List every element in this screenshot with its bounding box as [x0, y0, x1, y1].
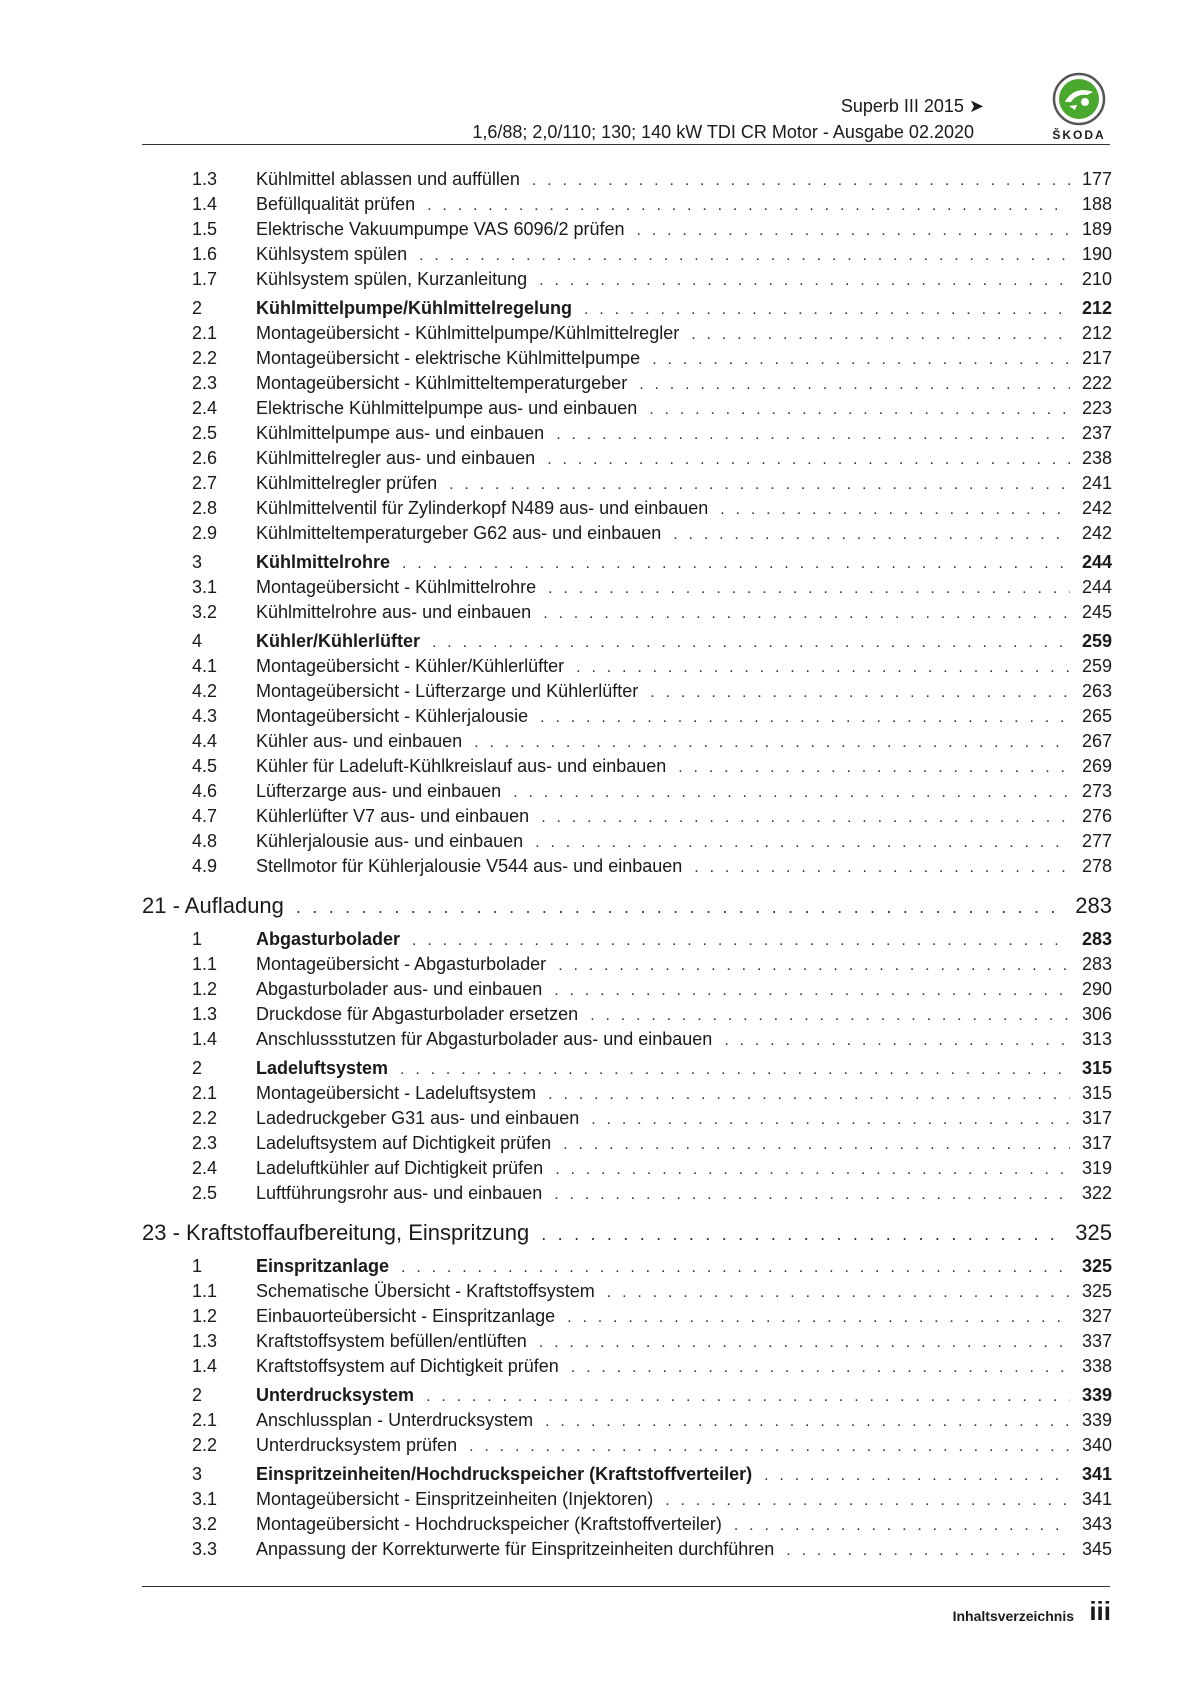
toc-entry[interactable]: [142, 1354, 1112, 1379]
toc-entry[interactable]: [142, 1279, 1112, 1304]
toc-entry-title: Kühlmittelventil für Zylinderkopf N489 aus- und einbauen: [256, 498, 709, 518]
toc-leader-dots: [539, 1330, 1070, 1355]
toc-entry-page: 345: [1081, 1539, 1112, 1559]
toc-entry-number: 2.9: [192, 523, 218, 543]
toc-entry-page: 241: [1081, 473, 1112, 493]
toc-entry-page: 315: [1081, 1058, 1112, 1078]
toc-leader-dots: [539, 268, 1070, 293]
toc-entry[interactable]: [142, 1408, 1112, 1433]
toc-entry-title: Elektrische Kühlmittelpumpe aus- und einbauen: [256, 398, 638, 418]
toc-entry[interactable]: [142, 600, 1112, 625]
toc-entry-number: 3.2: [192, 602, 218, 622]
toc-entry-page: 273: [1081, 781, 1112, 801]
toc-entry-title: Kühlmittelregler prüfen: [256, 473, 438, 493]
toc-leader-dots: [402, 551, 1070, 576]
toc-entry-page: 263: [1081, 681, 1112, 701]
toc-leader-dots: [474, 730, 1070, 755]
toc-entry-page: 188: [1081, 194, 1112, 214]
toc-entry-number: 2: [192, 298, 203, 318]
toc-entry-title: Ladedruckgeber G31 aus- und einbauen: [256, 1108, 580, 1128]
toc-entry-title: Kraftstoffsystem auf Dichtigkeit prüfen: [256, 1356, 559, 1376]
footer-page-number: iii: [1089, 1596, 1111, 1626]
toc-leader-dots: [296, 890, 1064, 924]
toc-leader-dots: [764, 1463, 1070, 1488]
toc-entry-page: 210: [1081, 269, 1112, 289]
toc-entry-title: Anschlussstutzen für Abgasturbolader aus- und einbauen: [256, 1029, 713, 1049]
toc-entry-number: 3: [192, 1464, 203, 1484]
toc-entry[interactable]: [142, 754, 1112, 779]
toc-entry-number: 3.1: [192, 577, 218, 597]
toc-entry-number: 1.6: [192, 244, 218, 264]
toc-entry-number: 1.2: [192, 1306, 218, 1326]
toc-entry-number: 1.4: [192, 194, 218, 214]
toc-entry-page: 325: [1081, 1281, 1112, 1301]
toc-leader-dots: [541, 1217, 1064, 1251]
toc-entry-title: Montageübersicht - Kühlerjalousie: [256, 706, 529, 726]
toc-leader-dots: [535, 830, 1070, 855]
toc-entry-title: Montageübersicht - Lüfterzarge und Kühlerlüfter: [256, 681, 639, 701]
toc-entry-page: 223: [1081, 398, 1112, 418]
toc-entry-title: Kühlsystem spülen: [256, 244, 408, 264]
toc-entry-page: 177: [1081, 169, 1112, 189]
toc-entry-title: Unterdrucksystem prüfen: [256, 1435, 458, 1455]
toc-entry-page: 325: [1081, 1256, 1112, 1276]
toc-leader-dots: [556, 422, 1070, 447]
toc-leader-dots: [432, 630, 1070, 655]
toc-entry-number: 2.5: [192, 423, 218, 443]
toc-entry-title: 21 - Aufladung: [142, 893, 284, 918]
toc-section[interactable]: [142, 550, 1112, 575]
toc-entry-page: 315: [1081, 1083, 1112, 1103]
table-of-contents: [142, 167, 1112, 1562]
toc-entry[interactable]: [142, 1002, 1112, 1027]
toc-entry-page: 212: [1081, 298, 1112, 318]
toc-entry-page: 238: [1081, 448, 1112, 468]
toc-entry-page: 290: [1081, 979, 1112, 999]
toc-entry-number: 3.1: [192, 1489, 218, 1509]
toc-entry-title: Abgasturbolader aus- und einbauen: [256, 979, 543, 999]
toc-entry[interactable]: [142, 1106, 1112, 1131]
toc-leader-dots: [665, 1488, 1070, 1513]
toc-entry[interactable]: [142, 1027, 1112, 1052]
toc-leader-dots: [571, 1355, 1070, 1380]
toc-entry-number: 2.1: [192, 1083, 218, 1103]
toc-entry[interactable]: [142, 854, 1112, 879]
toc-leader-dots: [720, 497, 1070, 522]
toc-entry-title: Montageübersicht - Kühlmittelrohre: [256, 577, 537, 597]
toc-entry[interactable]: [142, 371, 1112, 396]
toc-entry-title: Einspritzanlage: [256, 1256, 390, 1276]
toc-entry[interactable]: [142, 1329, 1112, 1354]
toc-entry[interactable]: [142, 217, 1112, 242]
toc-entry[interactable]: [142, 729, 1112, 754]
toc-leader-dots: [734, 1513, 1070, 1538]
toc-section[interactable]: [142, 1462, 1112, 1487]
toc-entry-number: 4.1: [192, 656, 218, 676]
toc-entry-title: Montageübersicht - Ladeluftsystem: [256, 1083, 537, 1103]
toc-entry-number: 3: [192, 552, 203, 572]
toc-entry-number: 1.7: [192, 269, 218, 289]
toc-entry[interactable]: [142, 471, 1112, 496]
toc-leader-dots: [673, 522, 1070, 547]
toc-entry[interactable]: [142, 496, 1112, 521]
toc-entry-page: 339: [1081, 1385, 1112, 1405]
toc-entry-title: 23 - Kraftstoffaufbereitung, Einspritzung: [142, 1220, 530, 1245]
toc-entry-title: Ladeluftkühler auf Dichtigkeit prüfen: [256, 1158, 544, 1178]
toc-leader-dots: [532, 168, 1070, 193]
toc-entry-page: 319: [1081, 1158, 1112, 1178]
toc-entry-page: 283: [1075, 893, 1112, 918]
toc-entry-title: Kühlmittelrohre aus- und einbauen: [256, 602, 532, 622]
toc-leader-dots: [469, 1434, 1070, 1459]
toc-entry-number: 2.7: [192, 473, 218, 493]
toc-entry-page: 337: [1081, 1331, 1112, 1351]
toc-entry-number: 1.3: [192, 1331, 218, 1351]
toc-leader-dots: [639, 372, 1070, 397]
toc-entry[interactable]: [142, 446, 1112, 471]
toc-entry-page: 259: [1081, 656, 1112, 676]
toc-entry-title: Kühlsystem spülen, Kurzanleitung: [256, 269, 528, 289]
toc-leader-dots: [558, 953, 1070, 978]
toc-entry-page: 222: [1081, 373, 1112, 393]
header-divider: [142, 144, 1110, 145]
toc-leader-dots: [541, 805, 1070, 830]
toc-entry-page: 217: [1081, 348, 1112, 368]
toc-entry-number: 2.3: [192, 373, 218, 393]
document-subtitle: 1,6/88; 2,0/110; 130; 140 kW TDI CR Motor - Ausgabe 02.2020: [472, 122, 974, 142]
toc-entry[interactable]: [142, 779, 1112, 804]
toc-entry-number: 4.9: [192, 856, 218, 876]
toc-entry-title: Montageübersicht - Abgasturbolader: [256, 954, 547, 974]
toc-entry[interactable]: [142, 321, 1112, 346]
toc-entry-number: 1.3: [192, 1004, 218, 1024]
toc-leader-dots: [400, 1057, 1070, 1082]
toc-entry-title: Montageübersicht - Hochdruckspeicher (Kraftstoffverteiler): [256, 1514, 722, 1534]
toc-entry-title: Befüllqualität prüfen: [256, 194, 416, 214]
toc-leader-dots: [426, 1384, 1070, 1409]
toc-leader-dots: [545, 1409, 1070, 1434]
toc-entry[interactable]: [142, 1081, 1112, 1106]
toc-entry[interactable]: [142, 1156, 1112, 1181]
toc-leader-dots: [513, 780, 1070, 805]
toc-entry-number: 2.1: [192, 1410, 218, 1430]
toc-entry-number: 3.2: [192, 1514, 218, 1534]
toc-entry-title: Ladeluftsystem auf Dichtigkeit prüfen: [256, 1133, 552, 1153]
toc-entry-page: 317: [1081, 1133, 1112, 1153]
toc-entry-number: 2.5: [192, 1183, 218, 1203]
toc-entry-number: 2.2: [192, 1435, 218, 1455]
toc-leader-dots: [694, 855, 1070, 880]
toc-entry-title: Schematische Übersicht - Kraftstoffsystem: [256, 1281, 595, 1301]
toc-leader-dots: [590, 1003, 1070, 1028]
toc-entry-title: Unterdrucksystem: [256, 1385, 415, 1405]
toc-entry-page: 338: [1081, 1356, 1112, 1376]
toc-entry-number: 4.5: [192, 756, 218, 776]
toc-section[interactable]: [142, 629, 1112, 654]
toc-leader-dots: [691, 322, 1070, 347]
toc-entry-number: 3.3: [192, 1539, 218, 1559]
toc-entry-page: 189: [1081, 219, 1112, 239]
toc-entry[interactable]: [142, 421, 1112, 446]
toc-entry-page: 244: [1081, 552, 1112, 572]
toc-section[interactable]: [142, 1056, 1112, 1081]
toc-entry-title: Abgasturbolader: [256, 929, 401, 949]
toc-entry-title: Montageübersicht - Kühlmittelpumpe/Kühlmittelregler: [256, 323, 680, 343]
toc-entry-page: 340: [1081, 1435, 1112, 1455]
toc-entry-page: 276: [1081, 806, 1112, 826]
toc-entry-number: 4: [192, 631, 203, 651]
toc-entry[interactable]: [142, 804, 1112, 829]
toc-leader-dots: [576, 655, 1070, 680]
toc-entry[interactable]: [142, 1512, 1112, 1537]
toc-entry[interactable]: [142, 1181, 1112, 1206]
toc-leader-dots: [401, 1255, 1070, 1280]
toc-entry-number: 2: [192, 1385, 203, 1405]
toc-entry-page: 212: [1081, 323, 1112, 343]
toc-entry-title: Kühlmitteltemperaturgeber G62 aus- und einbauen: [256, 523, 662, 543]
toc-entry-number: 2.8: [192, 498, 218, 518]
toc-entry-page: 283: [1081, 929, 1112, 949]
toc-entry-page: 313: [1081, 1029, 1112, 1049]
toc-entry-title: Kühlmittelregler aus- und einbauen: [256, 448, 536, 468]
toc-entry-number: 1.1: [192, 1281, 218, 1301]
toc-entry-page: 244: [1081, 577, 1112, 597]
toc-entry-page: 259: [1081, 631, 1112, 651]
toc-entry[interactable]: [142, 654, 1112, 679]
toc-entry-number: 1.3: [192, 169, 218, 189]
toc-leader-dots: [650, 680, 1070, 705]
toc-entry[interactable]: [142, 952, 1112, 977]
toc-entry[interactable]: [142, 679, 1112, 704]
toc-leader-dots: [548, 1082, 1070, 1107]
toc-entry-page: 325: [1075, 1220, 1112, 1245]
toc-entry-title: Kühlmittelpumpe aus- und einbauen: [256, 423, 545, 443]
toc-entry-title: Kühlmittel ablassen und auffüllen: [256, 169, 520, 189]
toc-entry[interactable]: [142, 346, 1112, 371]
toc-section[interactable]: [142, 927, 1112, 952]
toc-leader-dots: [554, 978, 1070, 1003]
document-title: Superb III 2015 ➤: [840, 96, 984, 116]
toc-entry-number: 1: [192, 1256, 203, 1276]
toc-entry-page: 327: [1081, 1306, 1112, 1326]
toc-entry-page: 277: [1081, 831, 1112, 851]
toc-entry-number: 2.6: [192, 448, 218, 468]
toc-entry[interactable]: [142, 1433, 1112, 1458]
toc-entry-title: Kühler aus- und einbauen: [256, 731, 463, 751]
toc-entry-page: 341: [1081, 1489, 1112, 1509]
toc-entry-title: Kraftstoffsystem befüllen/entlüften: [256, 1331, 527, 1351]
toc-entry-number: 2.4: [192, 1158, 218, 1178]
toc-leader-dots: [607, 1280, 1070, 1305]
toc-entry-number: 2: [192, 1058, 203, 1078]
toc-entry-number: 2.1: [192, 323, 218, 343]
toc-entry[interactable]: [142, 242, 1112, 267]
toc-leader-dots: [555, 1157, 1070, 1182]
toc-entry-page: 267: [1081, 731, 1112, 751]
toc-entry-page: 339: [1081, 1410, 1112, 1430]
toc-entry-number: 4.2: [192, 681, 218, 701]
toc-entry-title: Druckdose für Abgasturbolader ersetzen: [256, 1004, 579, 1024]
toc-entry-page: 283: [1081, 954, 1112, 974]
toc-entry-title: Anschlussplan - Unterdrucksystem: [256, 1410, 534, 1430]
toc-leader-dots: [649, 397, 1070, 422]
toc-leader-dots: [412, 928, 1070, 953]
toc-entry-title: Montageübersicht - Kühler/Kühlerlüfter: [256, 656, 565, 676]
toc-entry-number: 4.8: [192, 831, 218, 851]
toc-entry-title: Kühlerlüfter V7 aus- und einbauen: [256, 806, 530, 826]
toc-entry[interactable]: [142, 704, 1112, 729]
toc-entry-number: 1.2: [192, 979, 218, 999]
toc-entry-title: Lüfterzarge aus- und einbauen: [256, 781, 502, 801]
toc-leader-dots: [678, 755, 1070, 780]
toc-entry-number: 1.5: [192, 219, 218, 239]
toc-entry-title: Anpassung der Korrekturwerte für Einspritzeinheiten durchführen: [256, 1539, 775, 1559]
toc-entry-number: 2.2: [192, 1108, 218, 1128]
toc-entry-number: 2.2: [192, 348, 218, 368]
toc-entry-page: 242: [1081, 498, 1112, 518]
toc-entry-title: Luftführungsrohr aus- und einbauen: [256, 1183, 543, 1203]
toc-section[interactable]: [142, 1254, 1112, 1279]
toc-leader-dots: [563, 1132, 1070, 1157]
toc-entry[interactable]: [142, 1537, 1112, 1562]
toc-entry-number: 4.3: [192, 706, 218, 726]
toc-entry[interactable]: [142, 1131, 1112, 1156]
toc-entry-title: Elektrische Vakuumpumpe VAS 6096/2 prüfen: [256, 219, 625, 239]
toc-entry-title: Montageübersicht - elektrische Kühlmittelpumpe: [256, 348, 641, 368]
toc-entry-title: Kühlmittelpumpe/Kühlmittelregelung: [256, 298, 573, 318]
toc-entry-page: 343: [1081, 1514, 1112, 1534]
toc-leader-dots: [724, 1028, 1070, 1053]
toc-entry-title: Kühler für Ladeluft-Kühlkreislauf aus- und einbauen: [256, 756, 667, 776]
toc-entry-number: 4.6: [192, 781, 218, 801]
toc-entry[interactable]: [142, 977, 1112, 1002]
toc-leader-dots: [567, 1305, 1070, 1330]
toc-entry-title: Kühlerjalousie aus- und einbauen: [256, 831, 524, 851]
toc-chapter[interactable]: [142, 889, 1112, 923]
toc-leader-dots: [547, 447, 1070, 472]
toc-section[interactable]: [142, 296, 1112, 321]
toc-entry-number: 4.7: [192, 806, 218, 826]
toc-entry-number: 1.1: [192, 954, 218, 974]
toc-entry[interactable]: [142, 1304, 1112, 1329]
toc-entry-number: 1.4: [192, 1356, 218, 1376]
toc-entry[interactable]: [142, 829, 1112, 854]
toc-entry-page: 322: [1081, 1183, 1112, 1203]
toc-entry-page: 190: [1081, 244, 1112, 264]
toc-leader-dots: [543, 601, 1070, 626]
toc-leader-dots: [652, 347, 1070, 372]
toc-entry[interactable]: [142, 575, 1112, 600]
toc-leader-dots: [786, 1538, 1070, 1563]
toc-chapter[interactable]: [142, 1216, 1112, 1250]
footer-divider: [142, 1586, 1110, 1587]
toc-leader-dots: [540, 705, 1070, 730]
toc-entry-title: Einspritzeinheiten/Hochdruckspeicher (Kraftstoffverteiler): [256, 1464, 753, 1484]
toc-leader-dots: [449, 472, 1070, 497]
toc-entry-number: 4.4: [192, 731, 218, 751]
toc-entry[interactable]: [142, 396, 1112, 421]
toc-leader-dots: [637, 218, 1070, 243]
toc-leader-dots: [591, 1107, 1070, 1132]
toc-entry-page: 278: [1081, 856, 1112, 876]
toc-entry[interactable]: [142, 267, 1112, 292]
toc-entry-title: Stellmotor für Kühlerjalousie V544 aus- und einbauen: [256, 856, 683, 876]
toc-entry-page: 265: [1081, 706, 1112, 726]
toc-entry-page: 237: [1081, 423, 1112, 443]
toc-entry-title: Montageübersicht - Kühlmitteltemperaturgeber: [256, 373, 628, 393]
toc-entry-page: 242: [1081, 523, 1112, 543]
toc-entry[interactable]: [142, 521, 1112, 546]
toc-entry-title: Einbauorteübersicht - Einspritzanlage: [256, 1306, 556, 1326]
toc-entry-title: Montageübersicht - Einspritzeinheiten (Injektoren): [256, 1489, 654, 1509]
toc-entry-page: 317: [1081, 1108, 1112, 1128]
toc-leader-dots: [548, 576, 1070, 601]
toc-leader-dots: [419, 243, 1070, 268]
toc-entry-title: Kühlmittelrohre: [256, 552, 391, 572]
toc-section[interactable]: [142, 1383, 1112, 1408]
toc-leader-dots: [554, 1182, 1070, 1207]
toc-entry[interactable]: [142, 192, 1112, 217]
toc-entry-number: 2.4: [192, 398, 218, 418]
toc-leader-dots: [584, 297, 1070, 322]
toc-entry[interactable]: [142, 167, 1112, 192]
toc-entry-page: 306: [1081, 1004, 1112, 1024]
brand-wordmark: ŠKODA: [1052, 128, 1106, 142]
toc-entry-page: 245: [1081, 602, 1112, 622]
toc-entry-title: Kühler/Kühlerlüfter: [256, 631, 421, 651]
toc-entry-page: 341: [1081, 1464, 1112, 1484]
toc-entry-page: 269: [1081, 756, 1112, 776]
toc-leader-dots: [427, 193, 1070, 218]
toc-entry-number: 1: [192, 929, 203, 949]
toc-entry-number: 1.4: [192, 1029, 218, 1049]
footer-label: Inhaltsverzeichnis: [952, 1608, 1074, 1624]
toc-entry-title: Ladeluftsystem: [256, 1058, 389, 1078]
toc-entry-number: 2.3: [192, 1133, 218, 1153]
toc-entry[interactable]: [142, 1487, 1112, 1512]
